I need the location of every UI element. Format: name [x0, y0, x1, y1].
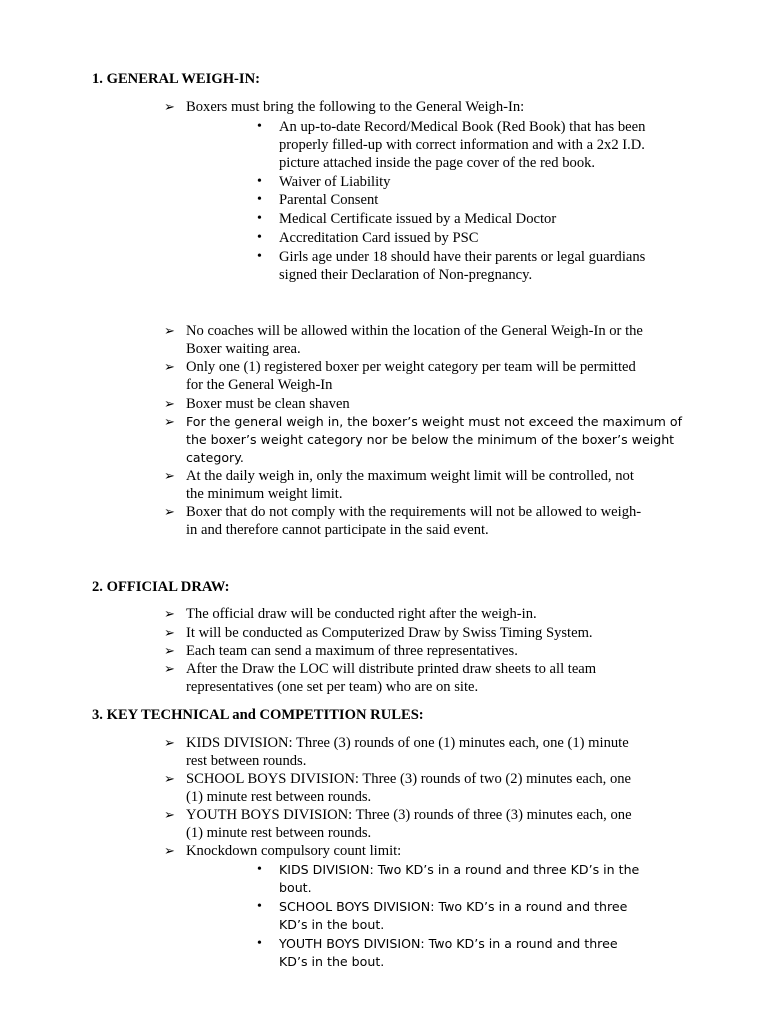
arrow-bullet-icon: ➢ [164, 468, 175, 483]
list-item-line: YOUTH BOYS DIVISION: Three (3) rounds of three (3) minutes each, one [186, 807, 632, 823]
bullet-icon: • [257, 899, 262, 914]
list-item-line: KD’s in the bout. [279, 954, 385, 969]
list-item-line: KIDS DIVISION: Three (3) rounds of one (1) minutes each, one (1) minute [186, 735, 629, 751]
list-item-line: the minimum weight limit. [186, 486, 343, 502]
bullet-icon: • [257, 119, 262, 134]
arrow-bullet-icon: ➢ [164, 625, 175, 640]
list-item-line: for the General Weigh-In [186, 377, 333, 393]
bullet-icon: • [257, 862, 262, 877]
list-item-line: At the daily weigh in, only the maximum weight limit will be controlled, not [186, 468, 634, 484]
section-3-heading: 3. KEY TECHNICAL and COMPETITION RULES: [92, 707, 424, 723]
list-item-line: YOUTH BOYS DIVISION: Two KD’s in a round and three [279, 936, 618, 951]
list-item-line: the boxer’s weight category nor be below the minimum of the boxer’s weight [186, 432, 675, 447]
list-item: Medical Certificate issued by a Medical Doctor [279, 211, 557, 227]
list-item-line: rest between rounds. [186, 753, 307, 769]
list-item: Waiver of Liability [279, 174, 391, 190]
list-item-line: KD’s in the bout. [279, 917, 385, 932]
list-item-line: signed their Declaration of Non-pregnancy. [279, 267, 533, 283]
list-item-line: (1) minute rest between rounds. [186, 825, 372, 841]
list-item: Boxer must be clean shaven [186, 396, 350, 412]
list-item-line: No coaches will be allowed within the location of the General Weigh-In or the [186, 323, 643, 339]
bullet-icon: • [257, 174, 262, 189]
list-item: Accreditation Card issued by PSC [279, 230, 479, 246]
list-item-line: Girls age under 18 should have their parents or legal guardians [279, 249, 646, 265]
list-item-line: For the general weigh in, the boxer’s weight must not exceed the maximum of [186, 414, 683, 429]
arrow-bullet-icon: ➢ [164, 396, 175, 411]
list-item-line: Boxer waiting area. [186, 341, 301, 357]
arrow-bullet-icon: ➢ [164, 807, 175, 822]
bullet-icon: • [257, 936, 262, 951]
bullet-icon: • [257, 249, 262, 264]
arrow-bullet-icon: ➢ [164, 661, 175, 676]
arrow-bullet-icon: ➢ [164, 643, 175, 658]
bullet-icon: • [257, 211, 262, 226]
arrow-bullet-icon: ➢ [164, 99, 175, 114]
arrow-bullet-icon: ➢ [164, 843, 175, 858]
list-item: Boxers must bring the following to the General Weigh-In: [186, 99, 525, 115]
list-item: Parental Consent [279, 192, 379, 208]
list-item-line: Boxer that do not comply with the requirements will not be allowed to weigh- [186, 504, 642, 520]
arrow-bullet-icon: ➢ [164, 359, 175, 374]
section-2-heading: 2. OFFICIAL DRAW: [92, 579, 230, 595]
list-item-line: After the Draw the LOC will distribute printed draw sheets to all team [186, 661, 597, 677]
list-item-line: SCHOOL BOYS DIVISION: Three (3) rounds of two (2) minutes each, one [186, 771, 632, 787]
arrow-bullet-icon: ➢ [164, 323, 175, 338]
list-item: Knockdown compulsory count limit: [186, 843, 402, 859]
list-item-line: Only one (1) registered boxer per weight category per team will be permitted [186, 359, 636, 375]
arrow-bullet-icon: ➢ [164, 606, 175, 621]
list-item-line: representatives (one set per team) who are on site. [186, 679, 479, 695]
bullet-icon: • [257, 230, 262, 245]
list-item-line: An up-to-date Record/Medical Book (Red Book) that has been [279, 119, 646, 135]
bullet-icon: • [257, 192, 262, 207]
list-item: Each team can send a maximum of three representatives. [186, 643, 518, 659]
list-item-line: in and therefore cannot participate in the said event. [186, 522, 489, 538]
arrow-bullet-icon: ➢ [164, 414, 175, 429]
list-item: It will be conducted as Computerized Draw by Swiss Timing System. [186, 625, 593, 641]
list-item-line: properly filled-up with correct information and with a 2x2 I.D. [279, 137, 645, 153]
section-1-heading: 1. GENERAL WEIGH-IN: [92, 71, 260, 87]
arrow-bullet-icon: ➢ [164, 771, 175, 786]
list-item-line: category. [186, 450, 244, 465]
arrow-bullet-icon: ➢ [164, 735, 175, 750]
list-item: The official draw will be conducted right after the weigh-in. [186, 606, 537, 622]
list-item-line: (1) minute rest between rounds. [186, 789, 372, 805]
list-item-line: SCHOOL BOYS DIVISION: Two KD’s in a round and three [279, 899, 628, 914]
list-item-line: bout. [279, 880, 312, 895]
list-item-line: KIDS DIVISION: Two KD’s in a round and three KD’s in the [279, 862, 640, 877]
arrow-bullet-icon: ➢ [164, 504, 175, 519]
list-item-line: picture attached inside the page cover of the red book. [279, 155, 596, 171]
